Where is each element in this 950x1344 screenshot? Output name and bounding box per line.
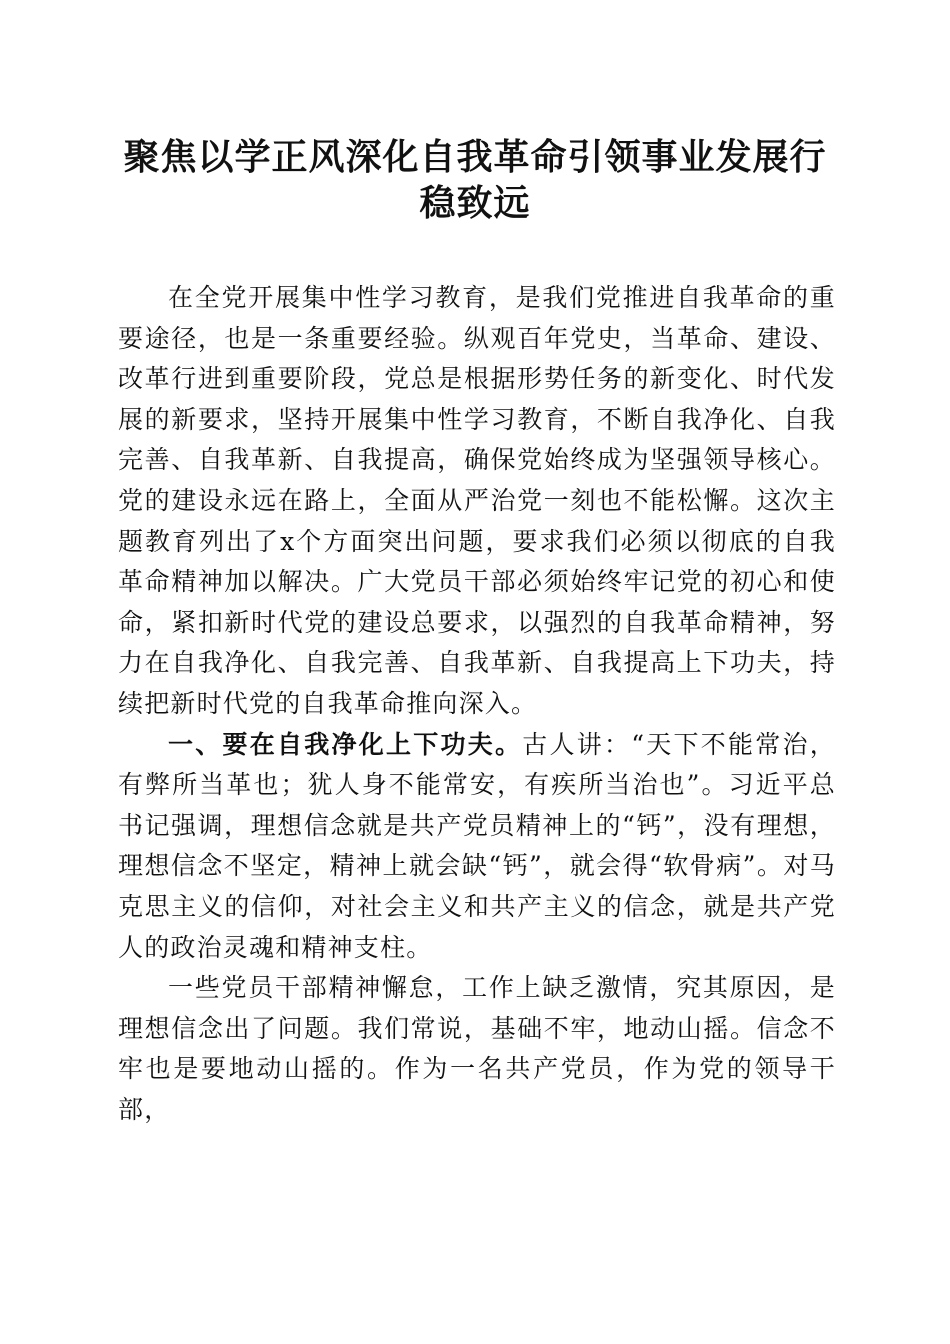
paragraph-intro-text: 在全党开展集中性学习教育，是我们党推进自我革命的重要途径，也是一条重要经验。纵观百年党史，当革命、建设、改革行进到重要阶段，党总是根据形势任务的新变化、时代发展的新要求，坚持开展集中性学习教育，不断自我净化、自我完善、自我革新、自我提高，确保党始终成为坚强领导核心。党的建设永远在路上，全面从严治党一刻也不能松懈。这次主题教育列出了x个方面突出问题，要求我们必须以彻底的自我革命精神加以解决。广大党员干部必须始终牢记党的初心和使命，紧扣新时代党的建设总要求，以强烈的自我革命精神，努力在自我净化、自我完善、自我革新、自我提高上下功夫，持续把新时代党的自我革命推向深入。 <box>118 283 836 718</box>
paragraph-section-one <box>118 725 836 969</box>
paragraph-intro <box>118 278 836 725</box>
paragraph-three-text: 一些党员干部精神懈怠，工作上缺乏激情，究其原因，是理想信念出了问题。我们常说，基础不牢，地动山摇。信念不牢也是要地动山摇的。作为一名共产党员，作为党的领导干部， <box>118 973 836 1124</box>
document-body <box>118 278 836 1130</box>
section-one-heading: 一、要在自我净化上下功夫。 <box>168 729 523 759</box>
paragraph-three <box>118 968 836 1130</box>
section-one-text: 古人讲：“天下不能常治，有弊所当革也；犹人身不能常安，有疾所当治也”。习近平总书记强调，理想信念就是共产党员精神上的“钙”，没有理想，理想信念不坚定，精神上就会缺“钙”，就会得“软骨病”。对马克思主义的信仰，对社会主义和共产主义的信念，就是共产党人的政治灵魂和精神支柱。 <box>118 729 836 962</box>
document-title: 聚焦以学正风深化自我革命引领事业发展行稳致远 <box>123 136 827 224</box>
